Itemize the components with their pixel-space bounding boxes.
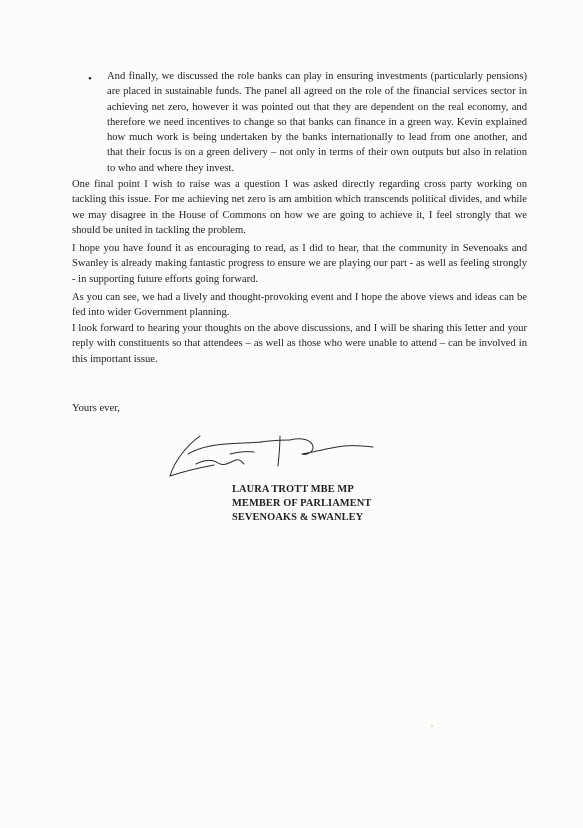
closing-salutation: Yours ever, (72, 403, 120, 414)
bullet-list-item (88, 69, 527, 176)
paragraph-cross-party: One final point I wish to raise was a question I was asked directly regarding cross party working on tackling this issue. For me achieving net zero is am ambition which transcends political divides, and while we may disagree in the House of Commons on how we are going to achieve it, I feel strongly that we should be united in tackling the problem. (72, 179, 527, 236)
paragraph-look-forward: I look forward to hearing your thoughts on the above discussions, and I will be sharing this letter and your reply with constituents so that attendees – as well as those who were unable to attend – can be involved in this important issue. (72, 323, 527, 365)
paragraph-event-summary: As you can see, we had a lively and thought-provoking event and I hope the above views and ideas can be fed into wider Government planning. (72, 292, 527, 319)
signatory-title: MEMBER OF PARLIAMENT (232, 498, 372, 510)
bullet-text: And finally, we discussed the role banks can play in ensuring investments (particularly pensions) are placed in sustainable funds. The panel all agreed on the role of the financial services sector in achieving net zero, however it was pointed out that they are dependent on the real economy, and therefore we need incentives to change so that banks can finance in a green way. Kevin explained how much work is being undertaken by the banks internationally to lead from one another, and that their focus is on a green delivery – not only in terms of their own outputs but also in relation to who and where they invest. (107, 71, 527, 174)
signatory-constituency: SEVENOAKS & SWANLEY (232, 512, 364, 524)
bullet-marker: • (88, 73, 92, 85)
paragraph-community-progress: I hope you have found it as encouraging to read, as I did to hear, that the community in Sevenoaks and Swanley is already making fantastic progress to ensure we are playing our part - as well as feeling strongly - in supporting future efforts going forward. (72, 243, 527, 285)
paper-speck (431, 725, 433, 727)
handwritten-signature (168, 432, 378, 480)
signatory-block (232, 483, 432, 526)
signatory-name: LAURA TROTT MBE MP (232, 484, 354, 495)
